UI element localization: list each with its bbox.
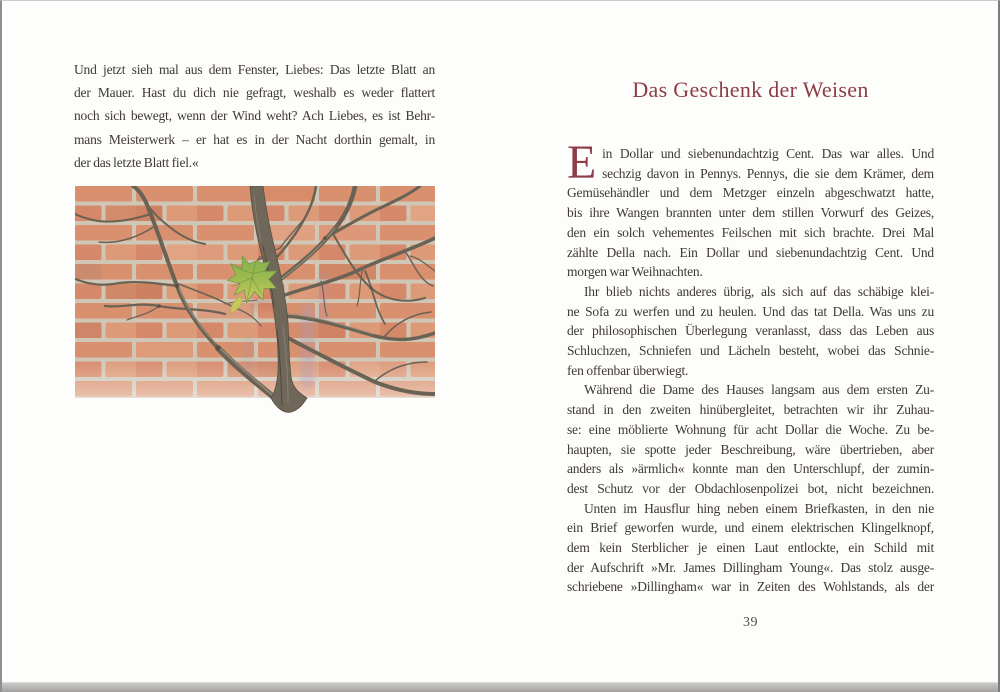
text-line: Während die Dame des Hauses langsam aus dem ersten Zu- bbox=[584, 382, 934, 398]
text-line: sechzig davon in Pennys. Pennys, die sie dem Krämer, dem bbox=[602, 165, 934, 181]
text-line: der das letzte Blatt fiel.« bbox=[74, 154, 199, 170]
text-line: Ihr blieb nichts anderes übrig, als sich auf das schäbige klei- bbox=[584, 283, 934, 299]
text-line: stand in den zweiten hinübergleitet, betrachten wir ihr Zuhau- bbox=[567, 402, 934, 418]
text-line: Schluchzen, Schniefen und Lächeln besteht, wobei das Schnie- bbox=[567, 343, 934, 359]
text-line: noch sich bewegt, wenn der Wind weht? Ach Liebes, es ist Behr- bbox=[74, 108, 435, 124]
text-line: zählte Della nach. Ein Dollar und siebenundachtzig Cent. Und bbox=[567, 244, 934, 260]
scan-bottom-edge bbox=[2, 682, 998, 692]
text-line: se: eine möblierte Wohnung für acht Dollar die Woche. Zu be- bbox=[567, 421, 934, 437]
text-line: dem kein Sterblicher je einen Laut entlockte, ein Schild mit bbox=[567, 540, 934, 556]
right-page bbox=[567, 1, 934, 692]
text-line: anders als »ärmlich« konnte man den Unterschlupf, der zumin- bbox=[567, 461, 934, 477]
text-line: der Mauer. Hast du dich nie gefragt, weshalb es weder flattert bbox=[74, 85, 435, 101]
text-line: in Dollar und siebenundachtzig Cent. Das war alles. Und bbox=[602, 146, 934, 161]
paragraph bbox=[567, 380, 934, 498]
text-line: der Aufschrift »Mr. James Dillingham Young«. Das stolz ausge- bbox=[567, 559, 934, 575]
text-line: dest Schutz vor der Obdachlosenpolizei bot, nicht bezeichnen. bbox=[567, 480, 934, 496]
page-number: 39 bbox=[743, 615, 758, 630]
text-line: ne Sofa zu werfen und zu heulen. Und das tat Della. Was uns zu bbox=[567, 303, 934, 319]
text-line: Unten im Hausflur hing neben einem Briefkasten, in den nie bbox=[584, 500, 934, 516]
illustration-svg bbox=[75, 186, 435, 414]
text-line: Und jetzt sieh mal aus dem Fenster, Liebes: Das letzte Blatt an bbox=[74, 62, 435, 77]
last-leaf-illustration bbox=[75, 186, 435, 414]
paragraph bbox=[567, 499, 934, 598]
text-line: der philosophischen Überlegung veranlasst, dass das Leben aus bbox=[567, 323, 934, 339]
text-line: den ein solch vehementes Feilschen mit sich brachte. Drei Mal bbox=[567, 224, 934, 240]
left-page-paragraph bbox=[74, 58, 435, 174]
text-line: haupten, sie spotte jeder Beschreibung, wäre übertrieben, aber bbox=[567, 441, 934, 457]
text-line: morgen war Weihnachten. bbox=[567, 264, 703, 280]
text-line: ein Brief geworfen wurde, und einem elektrischen Klingelknopf, bbox=[567, 520, 934, 536]
drop-cap: E bbox=[567, 136, 597, 189]
chapter-title: Das Geschenk der Weisen bbox=[632, 77, 869, 102]
text-line: schriebene »Dillingham« war in Zeiten des Wohlstands, als der bbox=[567, 579, 934, 595]
text-line: mans Meisterwerk – er hat es in der Nacht dorthin gemalt, in bbox=[74, 131, 435, 147]
paragraph bbox=[567, 282, 934, 381]
text-line: Gemüsehändler und dem Metzger einzeln abgeschwatzt hatte, bbox=[567, 185, 934, 201]
text-line: bis ihre Wangen brannten unter dem stillen Vorwurf des Geizes, bbox=[567, 205, 934, 221]
paragraph bbox=[567, 136, 934, 282]
right-page-text bbox=[567, 136, 934, 597]
text-line: fen offenbar überwiegt. bbox=[567, 362, 689, 378]
